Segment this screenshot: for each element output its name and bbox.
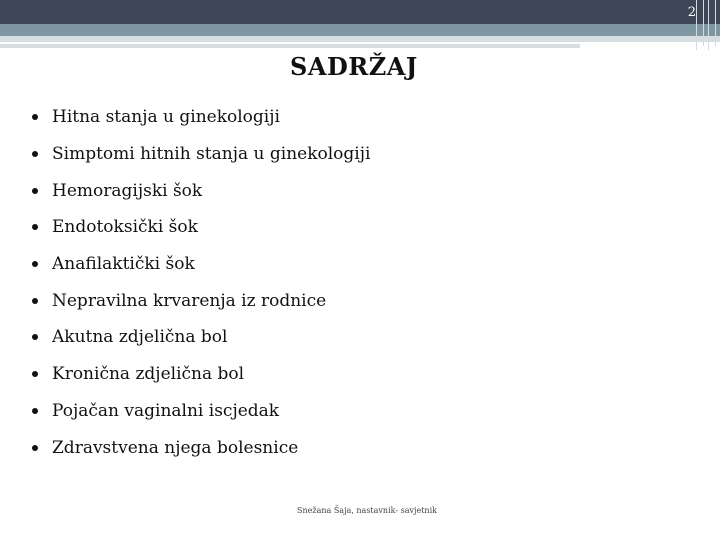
bullet-icon [32,334,38,340]
list-item [32,319,370,356]
list-item [32,393,370,430]
list-item [32,282,370,319]
slide-title: SADRŽAJ [290,52,418,81]
decorative-line [708,0,709,50]
decorative-line [715,0,716,46]
content-list [32,99,370,466]
bullet-icon [32,114,38,120]
bullet-icon [32,224,38,230]
list-item-text: Nepravilna krvarenja iz rodnice [52,290,327,311]
list-item-text: Pojačan vaginalni iscjedak [52,400,280,421]
list-item-text: Anafilaktički šok [52,254,195,275]
footer-author: Snežana Šaja, nastavnik- savjetnik [297,506,437,515]
header-band [0,24,720,36]
page-number: 2 [687,5,696,20]
bullet-icon [32,188,38,194]
list-item-text: Kronična zdjelična bol [52,364,245,385]
decorative-line [696,0,697,50]
header-bar [0,0,720,24]
bullet-icon [32,408,38,414]
list-item-text: Akutna zdjelična bol [52,327,228,348]
bullet-icon [32,371,38,377]
bullet-icon [32,151,38,157]
list-item-text: Hemoragijski šok [52,180,203,201]
list-item [32,99,370,136]
list-item [32,356,370,393]
list-item [32,209,370,246]
list-item-text: Endotoksički šok [52,217,198,238]
bullet-icon [32,445,38,451]
list-item [32,246,370,283]
list-item-text: Simptomi hitnih stanja u ginekologiji [52,144,371,165]
bullet-icon [32,298,38,304]
bullet-icon [32,261,38,267]
list-item-text: Zdravstvena njega bolesnice [52,437,299,458]
list-item [32,172,370,209]
decorative-line [703,0,704,46]
list-item [32,136,370,173]
header-rule [0,44,580,48]
list-item [32,429,370,466]
header-band-light [0,36,720,42]
list-item-text: Hitna stanja u ginekologiji [52,107,280,128]
